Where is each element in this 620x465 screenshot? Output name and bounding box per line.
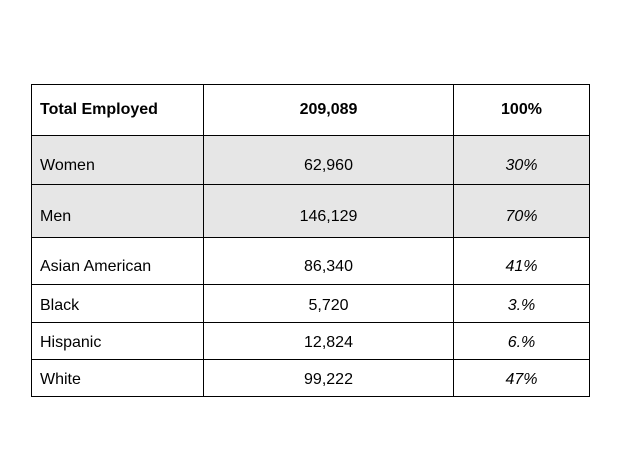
row-label: Black <box>32 285 204 323</box>
employment-table <box>31 84 590 397</box>
row-label: Asian American <box>32 238 204 285</box>
table-row-white <box>32 360 590 397</box>
row-percent: 6.% <box>454 323 590 360</box>
row-label: Women <box>32 136 204 185</box>
row-label: Hispanic <box>32 323 204 360</box>
row-percent: 47% <box>454 360 590 397</box>
total-label: Total Employed <box>32 85 204 136</box>
row-label: Men <box>32 185 204 238</box>
row-value: 62,960 <box>204 136 454 185</box>
table-row-asian-american <box>32 238 590 285</box>
table-row-total <box>32 85 590 136</box>
row-value: 5,720 <box>204 285 454 323</box>
total-percent: 100% <box>454 85 590 136</box>
row-label: White <box>32 360 204 397</box>
table-row-men <box>32 185 590 238</box>
table-row-black <box>32 285 590 323</box>
row-percent: 30% <box>454 136 590 185</box>
table-row-hispanic <box>32 323 590 360</box>
row-percent: 70% <box>454 185 590 238</box>
row-percent: 41% <box>454 238 590 285</box>
table-row-women <box>32 136 590 185</box>
row-value: 86,340 <box>204 238 454 285</box>
row-value: 146,129 <box>204 185 454 238</box>
total-value: 209,089 <box>204 85 454 136</box>
row-value: 12,824 <box>204 323 454 360</box>
row-percent: 3.% <box>454 285 590 323</box>
row-value: 99,222 <box>204 360 454 397</box>
